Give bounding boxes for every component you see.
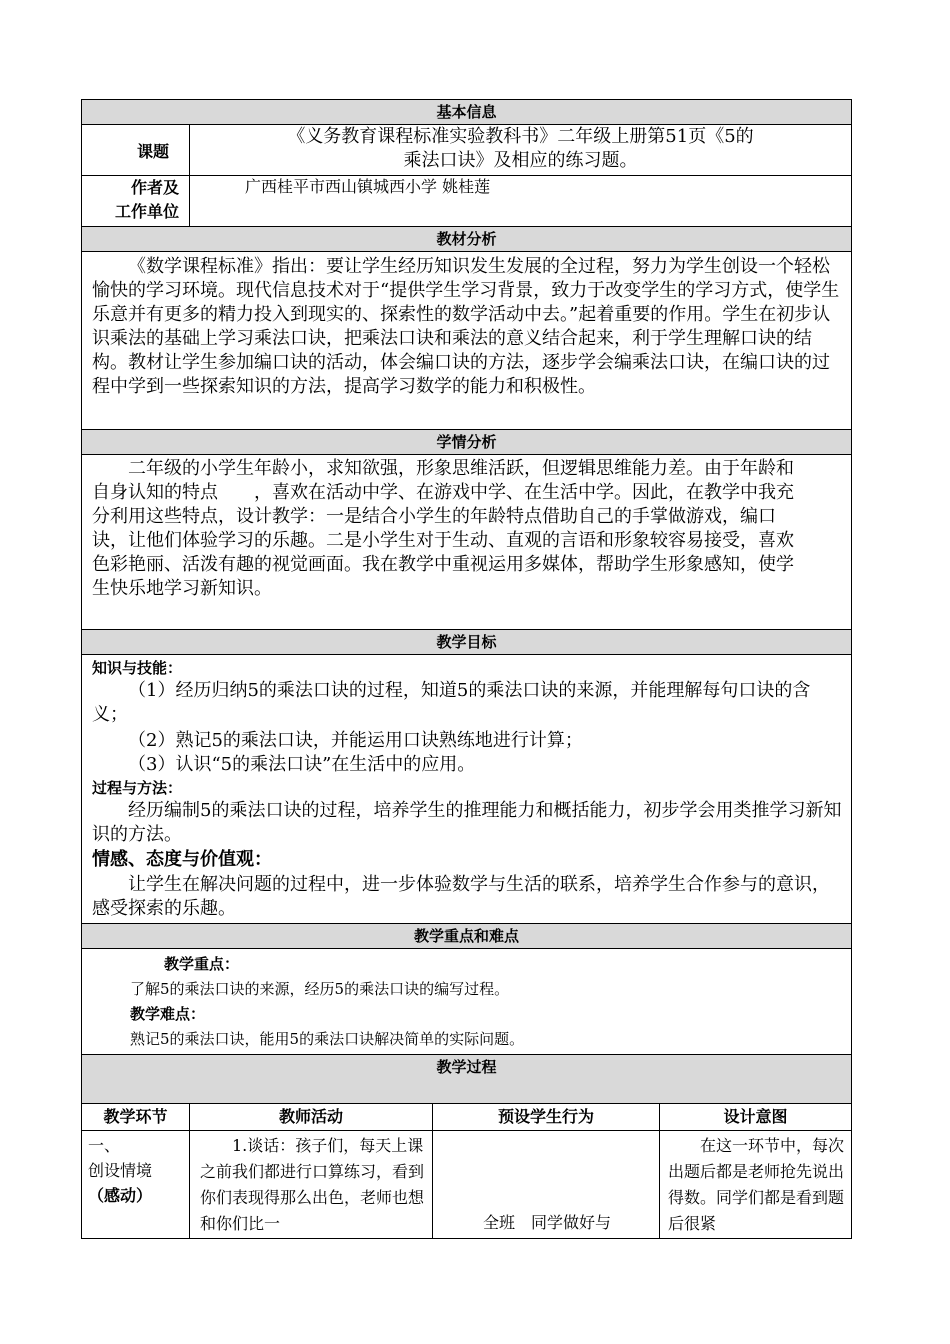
col-student: 预设学生行为: [433, 1104, 660, 1131]
knowledge-item-3: （3）认识“5的乘法口诀”在生活中的应用。: [128, 754, 476, 775]
col-stage: 教学环节: [82, 1104, 190, 1131]
objectives-header: 教学目标: [82, 630, 852, 655]
col-teacher: 教师活动: [190, 1104, 433, 1131]
textbook-analysis-body: [82, 252, 852, 430]
teacher-cell: [190, 1131, 433, 1239]
intent-cell: [660, 1131, 852, 1239]
topic-value: [190, 125, 852, 176]
student-analysis-header: 学情分析: [82, 430, 852, 455]
author-value: 广西桂平市西山镇城西小学 姚桂莲: [190, 176, 852, 227]
textbook-analysis-text: 《数学课程标准》指出：要让学生经历知识发生发展的全过程，努力为学生创设一个轻松愉快的学习环境。现代信息技术对于“提供学生学习背景，致力于改变学生的学习方式，使学生乐意并有更多的精力投入到现实的、探索性的数学活动中去。”起着重要的作用。学生在初步认识乘法的基础上学习乘法口诀，把乘法口诀和乘法的意义结合起来，利于学生理解口诀的结构。教材让学生参加编口诀的活动，体会编口诀的方法，逐步学会编乘法口诀，在编口诀的过程中学到一些探索知识的方法，提高学习数学的能力和积极性。: [92, 256, 840, 397]
key-points-body: [82, 949, 852, 1055]
author-label-line-1: 作者及: [130, 178, 179, 197]
key-points-header: 教学重点和难点: [82, 924, 852, 949]
stage-cell: [82, 1131, 190, 1239]
author-label: [82, 176, 190, 227]
student-analysis-body: [82, 455, 852, 630]
difficulty-text: 熟记5的乘法口诀，能用5的乘法口诀解决简单的实际问题。: [130, 1030, 525, 1048]
topic-line-2: 乘法口诀》及相应的练习题。: [403, 150, 638, 171]
author-label-line-2: 工作单位: [114, 202, 179, 221]
difficulty-label: 教学难点：: [130, 1005, 206, 1023]
process-header: 教学过程: [82, 1055, 852, 1104]
lesson-plan-table: [81, 99, 852, 1239]
basic-info-header: 基本信息: [82, 100, 852, 125]
student-behavior-text: 全班 同学做好与: [483, 1213, 612, 1232]
emotion-text: 让学生在解决问题的过程中，进一步体验数学与生活的联系，培养学生合作参与的意识，感受探索的乐趣。: [92, 874, 830, 919]
process-method-text: 经历编制5的乘法口诀的过程，培养学生的推理能力和概括能力，初步学会用类推学习新知识的方法。: [92, 800, 842, 845]
stage-number: 一、: [88, 1136, 121, 1155]
knowledge-item-1: （1）经历归纳5的乘法口诀的过程，知道5的乘法口诀的来源，并能理解每句口诀的含义；: [92, 680, 811, 725]
design-intent-text: 在这一环节中，每次出题后都是老师抢先说出得数。同学们都是看到题后很紧: [668, 1136, 845, 1233]
teacher-activity-text: 1.谈话：孩子们，每天上课之前我们都进行口算练习，看到你们表现得那么出色，老师也想和你们比一: [200, 1136, 425, 1233]
knowledge-item-2: （2）熟记5的乘法口诀，并能运用口诀熟练地进行计算；: [128, 730, 583, 751]
student-cell: [433, 1131, 660, 1239]
focus-text: 了解5的乘法口诀的来源，经历5的乘法口诀的编写过程。: [130, 980, 510, 998]
col-intent: 设计意图: [660, 1104, 852, 1131]
stage-emotion: （感动）: [88, 1186, 153, 1205]
lesson-plan-page: [81, 99, 851, 1239]
objectives-body: [82, 655, 852, 924]
process-method-label: 过程与方法：: [92, 779, 183, 797]
student-analysis-text: 二年级的小学生年龄小，求知欲强，形象思维活跃，但逻辑思维能力差。由于年龄和自身认知的特点 ，喜欢在活动中学、在游戏中学、在生活中学。因此，在教学中我充分利用这些特点，设计教学：一是结合小学生的年龄特点借助自己的手掌做游戏，编口诀，让他们体验学习的乐趣。二是小学生对于生动、直观的言语和形象较容易接受，喜欢色彩艳丽、活泼有趣的视觉画面。我在教学中重视运用多媒体，帮助学生形象感知，使学生快乐地学习新知识。: [92, 458, 794, 599]
topic-label: 课题: [82, 125, 190, 176]
textbook-analysis-header: 教材分析: [82, 227, 852, 252]
focus-label: 教学重点：: [164, 955, 240, 973]
topic-line-1: 《义务教育课程标准实验教科书》二年级上册第51页《5的: [287, 126, 754, 147]
stage-name: 创设情境: [88, 1161, 153, 1180]
knowledge-label: 知识与技能：: [92, 659, 183, 677]
emotion-label: 情感、态度与价值观：: [92, 849, 272, 870]
